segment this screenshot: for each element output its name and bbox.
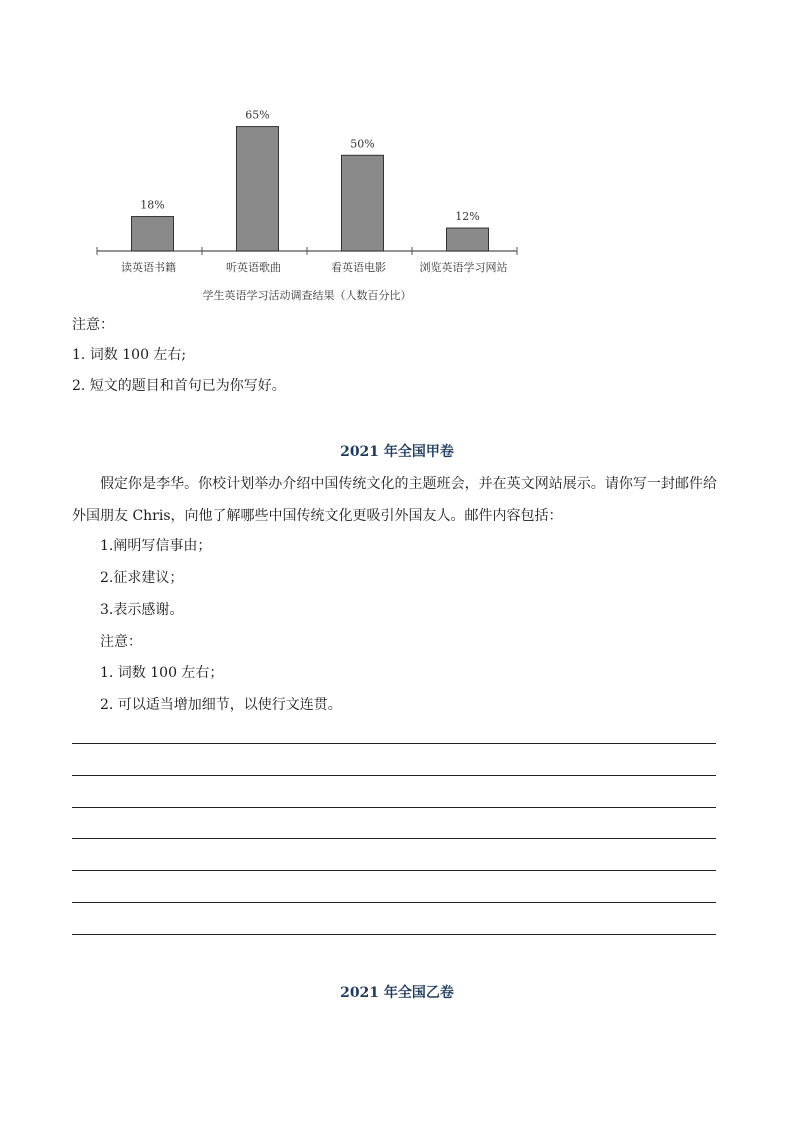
answer-line[interactable] <box>72 902 716 903</box>
requirement-item-3: 3.表示感谢。 <box>100 602 184 618</box>
bar-value-label: 65% <box>245 108 270 122</box>
answer-line[interactable] <box>72 775 716 776</box>
requirement-item-1: 1.阐明写信事由； <box>100 538 212 554</box>
bar-value-label: 18% <box>140 198 165 212</box>
answer-line[interactable] <box>72 807 716 808</box>
bar-chart-svg <box>72 95 532 310</box>
section-heading-jia: 2021 年全国甲卷 <box>340 444 454 460</box>
bar-chart <box>72 95 532 310</box>
bar <box>342 155 384 251</box>
x-tick-label: 浏览英语学习网站 <box>419 261 508 274</box>
answer-line[interactable] <box>72 838 716 839</box>
note-item-1: 1. 词数 100 左右; <box>72 347 187 363</box>
bar-value-label: 12% <box>455 210 480 224</box>
section-heading-yi: 2021 年全国乙卷 <box>340 985 454 1001</box>
note-item-2-2: 2. 可以适当增加细节，以使行文连贯。 <box>100 697 342 713</box>
bar <box>132 217 174 251</box>
note-item-2: 2. 短文的题目和首句已为你写好。 <box>72 378 286 394</box>
x-tick-label: 看英语电影 <box>331 261 386 274</box>
answer-line[interactable] <box>72 934 716 935</box>
answer-line[interactable] <box>72 870 716 871</box>
note-title: 注意： <box>72 317 114 333</box>
note-item-2-1: 1. 词数 100 左右； <box>100 665 224 681</box>
writing-prompt: 假定你是李华。你校计划举办介绍中国传统文化的主题班会，并在英文网站展示。请你写一封邮件给外国朋友 Chris，向他了解哪些中国传统文化更吸引外国友人。邮件内容包括： <box>72 476 717 524</box>
x-tick-label: 听英语歌曲 <box>226 261 281 274</box>
bar-value-label: 50% <box>350 137 375 151</box>
answer-line[interactable] <box>72 743 716 744</box>
chart-title: 学生英语学习活动调查结果（人数百分比） <box>202 289 412 302</box>
requirement-item-2: 2.征求建议； <box>100 570 184 586</box>
bar <box>447 228 489 251</box>
bar <box>237 127 279 251</box>
x-tick-label: 读英语书籍 <box>121 261 176 274</box>
note-title-2: 注意： <box>100 634 142 650</box>
